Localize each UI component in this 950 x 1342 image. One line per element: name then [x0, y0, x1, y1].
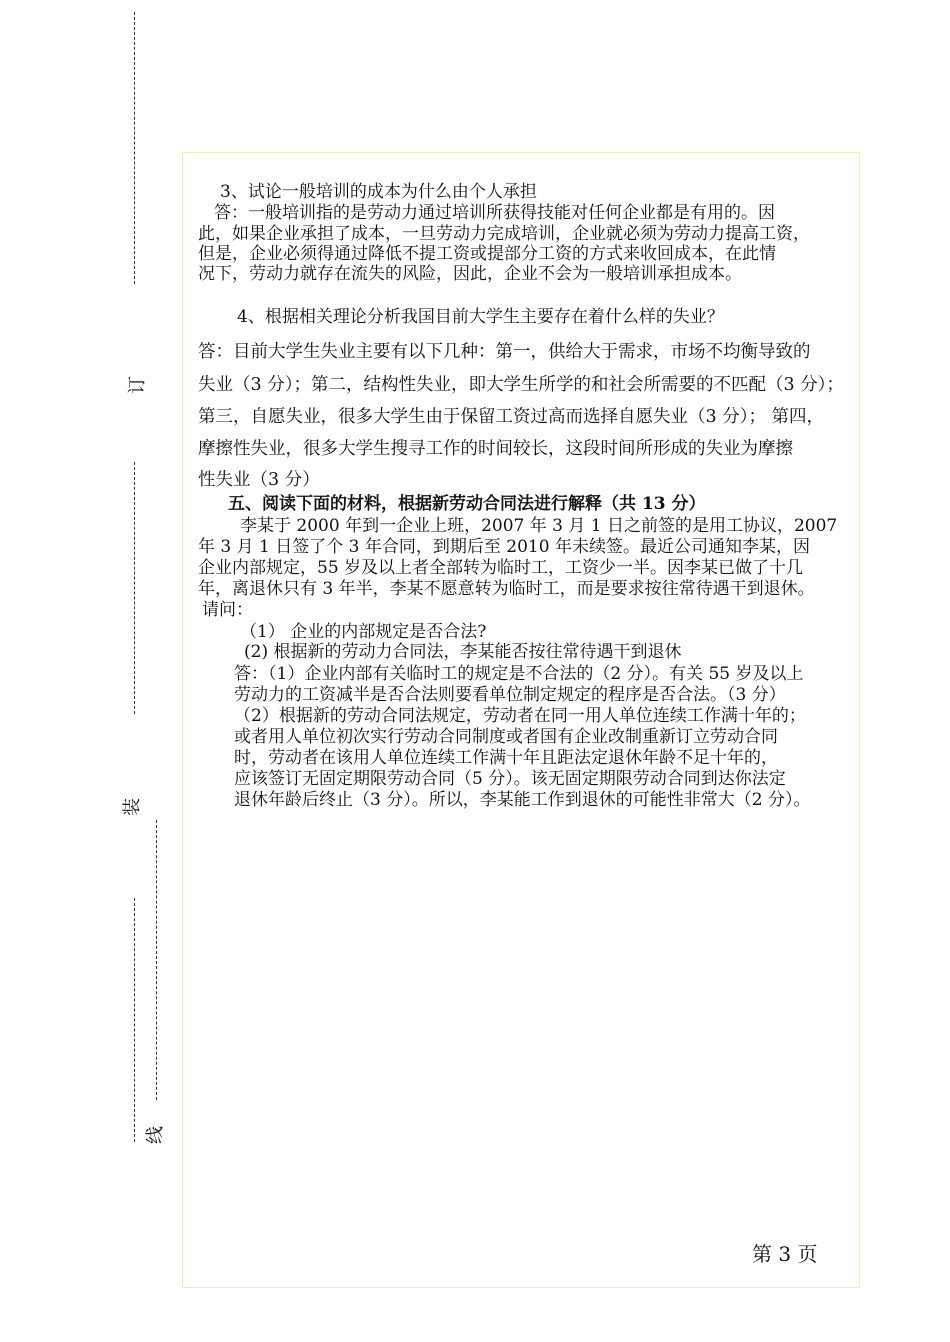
- binding-char-zhuang: 装: [122, 798, 143, 816]
- q3-answer-line: 况下，劳动力就存在流失的风险，因此，企业不会为一般培训承担成本。: [198, 264, 742, 284]
- page-number: 第 3 页: [752, 1242, 818, 1266]
- q5-material-line: 年 3 月 1 日签了个 3 年合同，到期后至 2010 年未续签。最近公司通知李某，因: [198, 537, 810, 557]
- q5-question: （1） 企业的内部规定是否合法?: [240, 622, 487, 642]
- binding-dashed-line: [134, 12, 135, 284]
- q5-answer-line: （2）根据新的劳动合同法规定，劳动者在同一用人单位连续工作满十年的；: [234, 706, 806, 726]
- q4-answer-line: 失业（3 分）；第二，结构性失业，即大学生所学的和社会所需要的不匹配（3 分）；: [198, 375, 844, 395]
- q3-answer-line: 答：一般培训指的是劳动力通过培训所获得技能对任何企业都是有用的。因: [214, 203, 775, 223]
- q3-answer-line: 此，如果企业承担了成本，一旦劳动力完成培训，企业就必须为劳动力提高工资，: [198, 224, 810, 244]
- q5-answer-line: 应该签订无固定期限劳动合同（5 分）。该无固定期限劳动合同到达你法定: [234, 769, 786, 789]
- q4-title: 4、根据相关理论分析我国目前大学生主要存在着什么样的失业？: [237, 307, 724, 327]
- q5-answer-line: 或者用人单位初次实行劳动合同制度或者国有企业改制重新订立劳动合同: [234, 727, 778, 747]
- section-5-heading: 五、阅读下面的材料，根据新劳动合同法进行解释（共 13 分）: [228, 494, 706, 514]
- q4-answer-line: 摩擦性失业，很多大学生搜寻工作的时间较长，这段时间所形成的失业为摩擦: [198, 439, 793, 459]
- binding-dashed-line: [134, 898, 135, 1142]
- q5-material-line: 李某于 2000 年到一企业上班，2007 年 3 月 1 日之前签的是用工协议，2007: [240, 516, 838, 536]
- q5-answer-line: 答：（1）企业内部有关临时工的规定是不合法的（2 分）。有关 55 岁及以上: [234, 664, 804, 684]
- binding-char-xian: 线: [145, 1126, 166, 1144]
- q3-answer-line: 但是，企业必须得通过降低不提工资或提部分工资的方式来收回成本，在此情: [198, 244, 776, 264]
- q5-material-line: 企业内部规定，55 岁及以上者全部转为临时工，工资少一半。因李某已做了十几: [198, 558, 804, 578]
- q3-title: 3、试论一般培训的成本为什么由个人承担: [220, 182, 537, 202]
- q5-answer-line: 时，劳动者在该用人单位连续工作满十年且距法定退休年龄不足十年的，: [234, 748, 778, 768]
- binding-dashed-line: [156, 820, 157, 1100]
- q5-answer-line: 退休年龄后终止（3 分）。所以，李某能工作到退休的可能性非常大（2 分）。: [234, 790, 811, 810]
- binding-dashed-line: [134, 462, 135, 714]
- binding-char-ding: 订: [127, 376, 148, 394]
- q5-material-line: 请问：: [202, 600, 253, 620]
- q5-question: (2) 根据新的劳动力合同法，李某能否按往常待遇干到退休: [244, 642, 682, 662]
- q4-answer-line: 第三，自愿失业，很多大学生由于保留工资过高而选择自愿失业（3 分）； 第四，: [198, 407, 825, 427]
- q5-answer-line: 劳动力的工资减半是否合法则要看单位制定规定的程序是否合法。（3 分）: [234, 685, 786, 705]
- q5-material-line: 年，离退休只有 3 年半，李某不愿意转为临时工，而是要求按往常待遇干到退休。: [198, 579, 815, 599]
- q4-answer-line: 答：目前大学生失业主要有以下几种：第一，供给大于需求，市场不均衡导致的: [198, 342, 811, 362]
- q4-answer-line: 性失业（3 分）: [198, 470, 320, 490]
